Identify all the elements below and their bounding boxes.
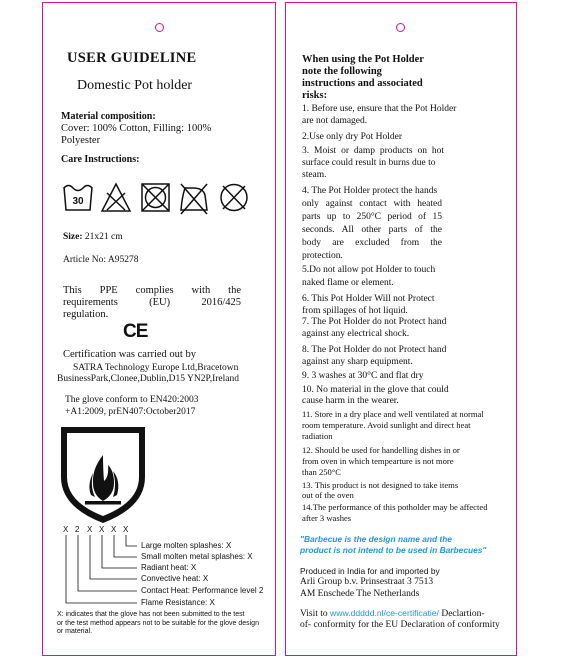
legend-small-molten: Small molten metal splashes: X	[141, 552, 253, 561]
instruction-13b: out of the oven	[302, 490, 354, 500]
instruction-6b: from spillages of hot liquid.	[302, 306, 408, 316]
no-dry-clean-icon	[221, 185, 247, 211]
barbecue-note-line2: product is not intend to be used in Barbecues"	[300, 545, 487, 555]
ppe-line2: requirements (EU) 2016/425	[63, 297, 241, 308]
left-hangtag	[42, 2, 276, 656]
code-4: X	[99, 525, 105, 534]
instruction-10b: cause harm in the wearer.	[302, 396, 399, 406]
performance-code	[63, 525, 135, 534]
cert-line2: SATRA Technology Europe Ltd,Bracetown	[73, 363, 239, 373]
size-label: Size:	[63, 232, 83, 242]
product-subtitle: Domestic Pot holder	[77, 78, 193, 93]
instruction-12a: 12. Should be used for handelling dishes in or	[302, 445, 460, 455]
instruction-13a: 13. This product is not designed to take items	[302, 480, 459, 490]
instruction-5b: naked flame or element.	[302, 278, 394, 288]
instruction-3b: surface could result in burns due to	[302, 158, 436, 168]
instruction-4f: protection.	[302, 251, 343, 261]
material-line2: Polyester	[61, 135, 101, 146]
no-tumble-dry-icon	[142, 184, 169, 211]
ppe-line1: This PPE complies with the	[63, 285, 241, 296]
material-label: Material composition:	[61, 111, 156, 122]
instruction-7b: against any electrical shock.	[302, 329, 410, 339]
code-leader-lines	[63, 535, 153, 615]
cert-line3: BusinessPark,Clonee,Dublin,D15 YN2P,Ireland	[57, 374, 239, 384]
article-number: Article No: A95278	[63, 255, 139, 265]
size-value: 21x21 cm	[84, 232, 123, 242]
ce-mark-logo: CE	[123, 321, 148, 342]
code-3: X	[87, 525, 93, 534]
right-hangtag	[285, 2, 517, 656]
svg-text:30: 30	[72, 196, 84, 207]
heading-line3: instructions and associated	[302, 78, 423, 89]
wash-30-icon	[64, 186, 92, 211]
heat-flame-shield-icon	[59, 425, 149, 525]
instruction-4e: body are excluded from the	[302, 238, 442, 248]
instruction-4a: 4. The Pot Holder protect the hands	[302, 186, 438, 196]
barbecue-note-line1: "Barbecue is the design name and the	[300, 534, 452, 544]
instruction-8b: against any sharp equipment.	[302, 357, 413, 367]
legend-contact-heat: Contact Heat: Performance level 2	[141, 586, 264, 595]
code-6: X	[123, 525, 129, 534]
visit-line2: of- conformity for the EU Declaration of conformity	[300, 620, 500, 630]
declaration-url-link[interactable]: www.ddddd.nl/ce-certificatie/	[330, 608, 439, 618]
visit-line	[300, 608, 485, 620]
legend-large-molten: Large molten splashes: X	[141, 541, 232, 550]
heading-line2: note the following	[302, 66, 382, 77]
visit-suffix: Declartion-	[441, 609, 485, 619]
size-line	[63, 232, 123, 243]
punch-hole	[396, 23, 405, 32]
instruction-2: 2.Use only dry Pot Holder	[302, 132, 403, 142]
guideline-title: USER GUIDELINE	[67, 50, 197, 66]
legend-convective-heat: Convective heat: X	[141, 574, 209, 583]
instruction-9: 9. 3 washes at 30°C and flat dry	[302, 371, 424, 381]
code-2: 2	[75, 525, 80, 534]
instruction-5a: 5.Do not allow pot Holder to touch	[302, 265, 436, 275]
instruction-12b: from oven in which tempearture is not more	[302, 456, 454, 466]
no-iron-icon	[181, 184, 207, 214]
footnote-line3: or material.	[57, 628, 93, 635]
instruction-12c: than 250°C	[302, 467, 342, 477]
instruction-3c: steam.	[302, 170, 327, 180]
instruction-11c: radiation	[302, 431, 333, 441]
legend-radiant-heat: Radiant heat: X	[141, 563, 197, 572]
code-5: X	[111, 525, 117, 534]
care-symbols	[63, 181, 263, 219]
instruction-3a: 3. Moist or damp products on hot	[302, 146, 444, 156]
legend-flame-resistance: Flame Resistance: X	[141, 598, 215, 607]
instruction-1b: are not damaged.	[302, 116, 368, 126]
instruction-1a: 1. Before use, ensure that the Pot Holder	[302, 104, 457, 114]
conform-line1: The glove conform to EN420:2003	[65, 395, 199, 405]
instruction-6a: 6. This Pot Holder Will not Protect	[302, 294, 435, 304]
cert-line1: Certification was carried out by	[63, 349, 196, 360]
visit-prefix: Visit to	[300, 609, 328, 619]
ppe-line3: regulation.	[63, 309, 109, 320]
instruction-4b: only against contact with heated	[302, 199, 442, 209]
heading-line1: When using the Pot Holder	[302, 54, 424, 65]
code-1: X	[63, 525, 69, 534]
heading-line4: risks:	[302, 90, 328, 101]
instruction-10a: 10. No material in the glove that could	[302, 385, 449, 395]
conform-line2: +A1:2009, prEN407:October2017	[65, 407, 196, 417]
footnote-line2: or the test method appears not to be suitable for the glove design	[57, 619, 259, 627]
no-bleach-icon	[102, 184, 130, 211]
instruction-4d: seconds. All other parts of the	[302, 225, 442, 235]
instructions-heading	[302, 54, 424, 102]
material-line1: Cover: 100% Cotton, Filling: 100%	[61, 123, 212, 134]
punch-hole	[155, 23, 164, 32]
produced-in: Produced in India for and imported by	[300, 566, 440, 576]
instruction-8a: 8. The Pot Holder do not Protect hand	[302, 345, 447, 355]
importer-line1: Arli Group b.v. Prinsestraat 3 7513	[300, 577, 434, 587]
instruction-4c: parts up to 250°C period of 15	[302, 212, 442, 222]
instruction-14a: 14.The performance of this potholder may be affected	[302, 502, 488, 512]
care-label: Care Instructions:	[61, 154, 140, 165]
instruction-11b: room temperature. Avoid sunlight and direct heat	[302, 420, 471, 430]
instruction-14b: after 3 washes	[302, 513, 352, 523]
importer-line2: AM Enschede The Netherlands	[300, 589, 420, 599]
footnote-line1: X: indicates that the glove has not been submitted to the test	[57, 611, 245, 618]
instruction-11a: 11. Store in a dry place and well ventilated at normal	[302, 409, 484, 419]
instruction-7a: 7. The Pot Holder do not Protect hand	[302, 317, 447, 327]
